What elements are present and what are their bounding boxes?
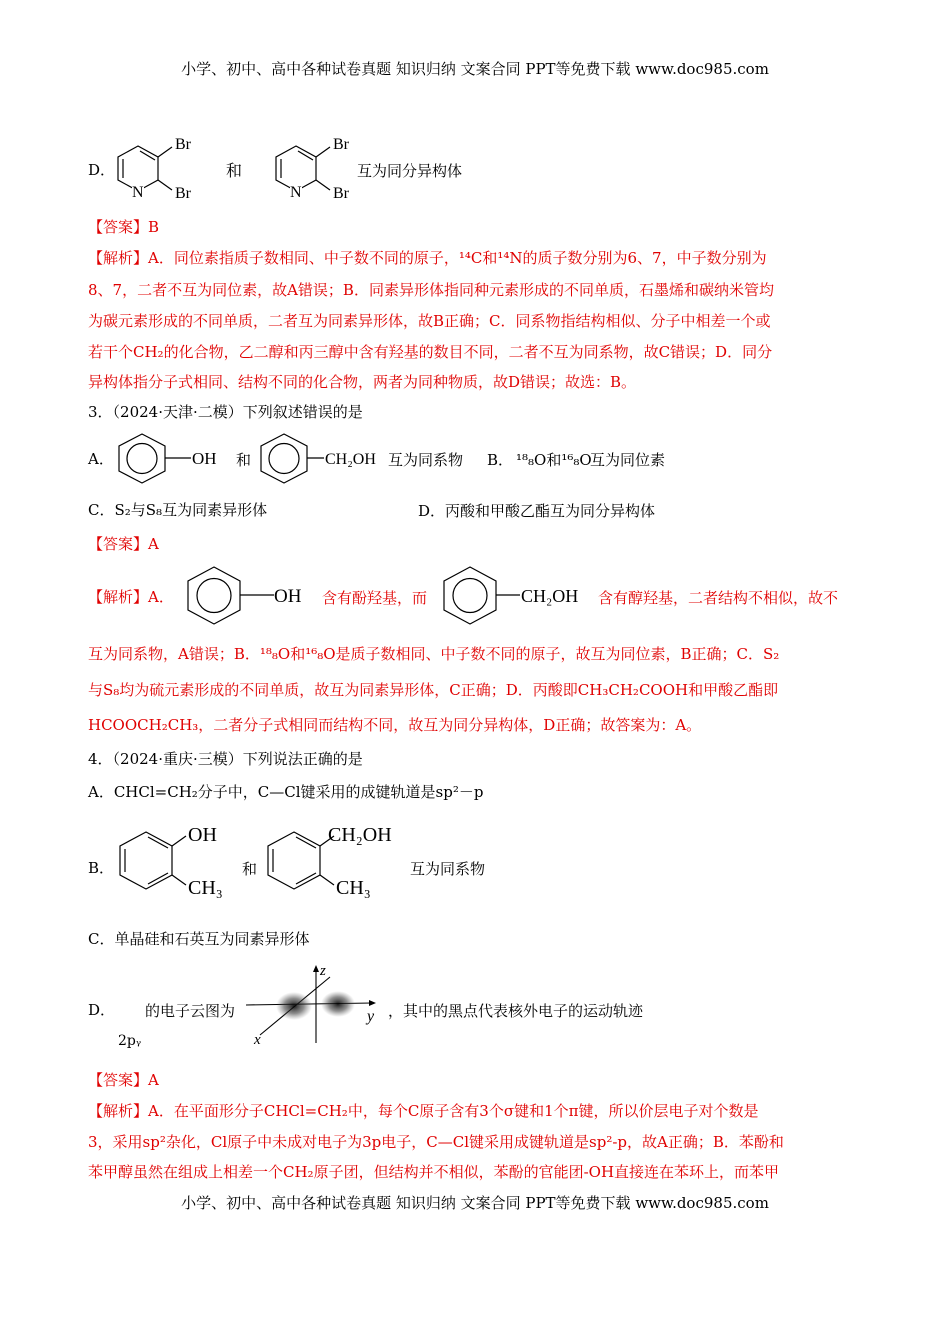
- methyl-label: CH₃: [188, 877, 223, 899]
- q3-option-b-label: B．: [487, 451, 514, 469]
- hydroxyl-label: OH: [274, 586, 302, 607]
- electron-cloud-diagram: [246, 963, 386, 1047]
- bromine-label: Br: [175, 136, 191, 153]
- q3-analysis-mid-1: 含有酚羟基，而: [322, 589, 428, 607]
- q3-option-a-label: A．: [88, 450, 114, 468]
- q2-analysis-line-2: 8、7，二者不互为同位素，故A错误；B．同素异形体指同种元素形成的不同单质，石墨烯和碳纳米管均: [88, 281, 774, 299]
- q3-analysis-line-4: HCOOCH₂CH₃，二者分子式相同而结构不同，故互为同分异构体，D正确；故答案为：A。: [88, 716, 702, 734]
- q2-analysis-line-3: 为碳元素形成的不同单质，二者互为同素异形体，故B正确；C．同系物指结构相似、分子中相差一个或: [88, 312, 771, 330]
- q2-analysis-line-4: 若干个CH₂的化合物，乙二醇和丙三醇中含有羟基的数目不同，二者不互为同系物，故C错误；D．同分: [88, 343, 773, 361]
- q4-analysis-line-1: 【解析】A．在平面形分子CHCl=CH₂中，每个C原子含有3个σ键和1个π键，所以价层电子对个数是: [88, 1102, 759, 1120]
- q4-stem: 4．（2024·重庆·三模）下列说法正确的是: [88, 750, 363, 768]
- q4-option-a: A．CHCl=CH₂分子中，C—Cl键采用的成键轨道是sp²－p: [88, 783, 484, 801]
- q3-analysis-line-3: 与S₈均为硫元素形成的不同单质，故互为同素异形体，C正确；D．丙酸即CH₃CH₂COOH和甲酸乙酯即: [88, 681, 779, 699]
- nitrogen-label: N: [290, 184, 302, 201]
- q2-analysis-line-5: 异构体指分子式相同、结构不同的化合物，两者为同种物质，故D错误；故选：B。: [88, 373, 637, 391]
- q3-analysis-line-1: 【解析】A．: [88, 588, 174, 606]
- x-axis-label: x: [254, 1032, 261, 1048]
- q3-option-c: C．S₂与S₈互为同素异形体: [88, 501, 268, 519]
- q2-option-d-suffix: 互为同分异构体: [357, 162, 463, 180]
- q4-option-d-label: D．: [88, 1001, 116, 1019]
- q2-analysis-line-1: 【解析】A．同位素指质子数相同、中子数不同的原子，¹⁴C和¹⁴N的质子数分别为6、7，中子数分别为: [88, 249, 767, 267]
- ch2oh-label: CH₂OH: [325, 451, 376, 468]
- bromine-label: Br: [333, 136, 349, 153]
- q3-option-a-and: 和: [236, 451, 252, 469]
- q4-option-b-label: B．: [88, 859, 115, 877]
- phenol-structure: [116, 431, 226, 487]
- q3-stem: 3．（2024·天津·二模）下列叙述错误的是: [88, 403, 363, 421]
- q2-option-d-label: D．: [88, 161, 116, 179]
- page-footer: 小学、初中、高中各种试卷真题 知识归纳 文案合同 PPT等免费下载 www.doc985.com: [181, 1194, 769, 1212]
- q2-option-d-and: 和: [226, 161, 243, 180]
- hydroxyl-label: OH: [192, 449, 217, 468]
- q3-analysis-line-2: 互为同系物，A错误；B．¹⁸₈O和¹⁶₈O是质子数相同、中子数不同的原子，故互为同位素，B正确；C．S₂: [88, 645, 780, 663]
- q4-option-d-text-2: ，其中的黑点代表核外电子的运动轨迹: [388, 1002, 644, 1020]
- q3-option-b-isotopes: ¹⁸₈O和¹⁶₈O: [516, 451, 592, 469]
- q3-option-b-suffix: 互为同位素: [590, 451, 666, 469]
- z-axis-label: z: [320, 963, 326, 979]
- q3-option-d: D．丙酸和甲酸乙酯互为同分异构体: [418, 502, 656, 520]
- pyridine-dibromo-structure-2: [270, 128, 370, 203]
- methylbenzyl-alcohol-structure: [264, 818, 414, 904]
- nitrogen-label: N: [132, 184, 144, 201]
- q4-option-b-and: 和: [242, 860, 258, 878]
- pyridine-dibromo-structure-1: [112, 128, 212, 203]
- q3-answer: 【答案】A: [88, 535, 159, 553]
- y-axis-label: y: [367, 1008, 375, 1025]
- q4-option-c: C．单晶硅和石英互为同素异形体: [88, 930, 310, 948]
- bromine-label: Br: [175, 185, 191, 202]
- page-header: 小学、初中、高中各种试卷真题 知识归纳 文案合同 PPT等免费下载 www.doc985.com: [181, 60, 769, 78]
- o-cresol-structure: [116, 818, 246, 904]
- hydroxyl-label: OH: [188, 824, 217, 846]
- q4-analysis-line-2: 3，采用sp²杂化，Cl原子中未成对电子为3p电子，C—Cl键采用成键轨道是sp²-p，故A正确；B．苯酚和: [88, 1133, 784, 1151]
- q3-analysis-mid-2: 含有醇羟基，二者结构不相似，故不: [598, 589, 839, 607]
- q4-option-d-text-1: 的电子云图为: [145, 1002, 236, 1020]
- q4-answer: 【答案】A: [88, 1071, 159, 1089]
- bromine-label: Br: [333, 185, 349, 202]
- ch2oh-label: CH₂OH: [328, 824, 392, 846]
- ch2oh-label: CH₂OH: [521, 586, 579, 606]
- phenol-structure-analysis: [184, 564, 324, 628]
- q4-analysis-line-3: 苯甲醇虽然在组成上相差一个CH₂原子团，但结构并不相似，苯酚的官能团-OH直接连在苯环上，而苯甲: [88, 1163, 780, 1181]
- q3-option-a-suffix: 互为同系物: [388, 451, 464, 469]
- q4-option-b-suffix: 互为同系物: [410, 860, 486, 878]
- benzyl-alcohol-structure-analysis: [440, 564, 590, 628]
- q4-orbital-label: 2pᵧ: [118, 1033, 142, 1049]
- q2-answer: 【答案】B: [88, 218, 160, 236]
- methyl-label: CH₃: [336, 877, 371, 899]
- benzyl-alcohol-structure: [258, 431, 388, 487]
